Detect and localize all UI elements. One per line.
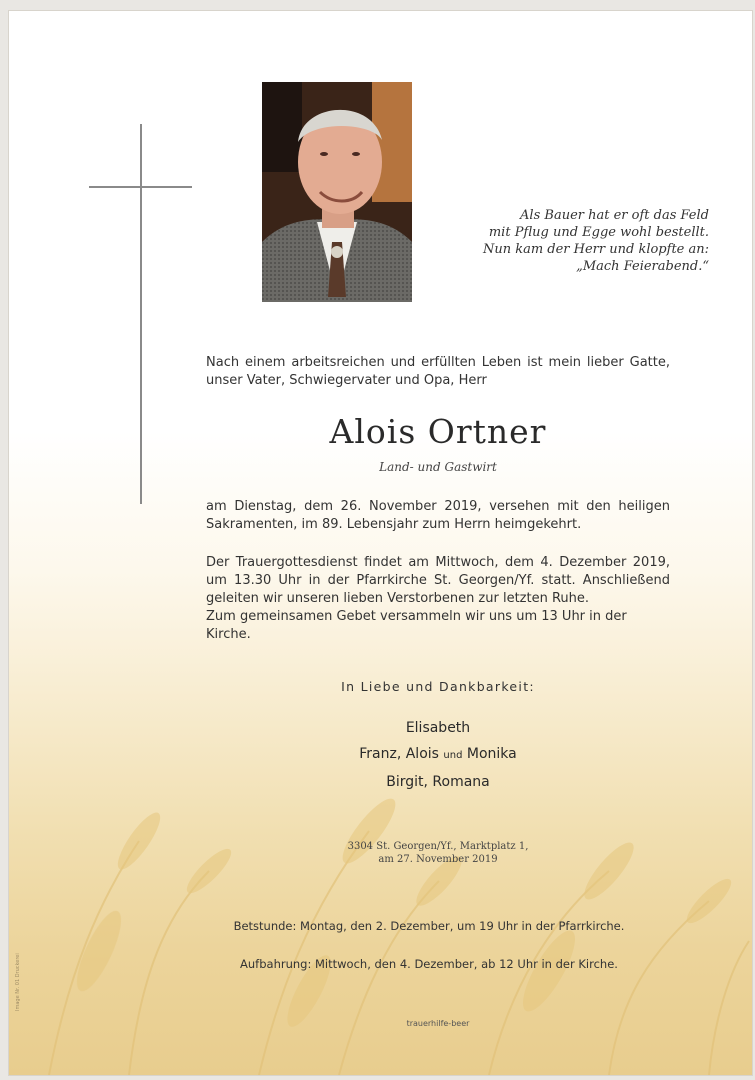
- family-line-1: Elisabeth: [405, 720, 471, 736]
- obituary-page: [8, 10, 753, 1076]
- aufbahrung-text: Aufbahrung: Mittwoch, den 4. Dezember, ab 12 Uhr in der Kirche.: [240, 957, 618, 971]
- deceased-name: Alois Ortner: [329, 412, 547, 451]
- portrait-photo: [262, 82, 412, 302]
- side-print-mark: Image Nr. 01 Druckerei: [15, 953, 21, 1011]
- farewell-heading: In Liebe und Dankbarkeit:: [341, 679, 535, 694]
- family-names: [206, 715, 670, 795]
- cross-icon-horizontal: [89, 186, 192, 188]
- intro-text: Nach einem arbeitsreichen und erfüllten Leben ist mein lieber Gatte, unser Vater, Schwiegervater und Opa, Herr: [206, 355, 670, 388]
- family-line-2-last: Monika: [466, 746, 517, 762]
- place-date: am 27. November 2019: [378, 854, 498, 865]
- poem-line-4: „Mach Feierabend.“: [576, 259, 709, 274]
- portrait-illustration: [262, 82, 412, 302]
- profession: Land- und Gastwirt: [379, 460, 497, 474]
- poem-line-1: Als Bauer hat er oft das Feld: [520, 208, 709, 223]
- betstunde-text: Betstunde: Montag, den 2. Dezember, um 19 Uhr in der Pfarrkirche.: [233, 919, 625, 933]
- cross-icon-vertical: [140, 124, 142, 504]
- funeral-service-text: Der Trauergottesdienst findet am Mittwoch, dem 4. Dezember 2019, um 13.30 Uhr in der Pfarrkirche St. Georgen/Yf. statt. Anschließend geleiten wir unseren lieben Verstorbenen zur letzten Ruhe.: [206, 555, 670, 606]
- death-notice-text: am Dienstag, dem 26. November 2019, versehen mit den heiligen Sakramenten, im 89. Lebensjahr zum Herrn heimgekehrt.: [206, 499, 670, 532]
- poem: [449, 207, 709, 275]
- place-and-date: [206, 840, 670, 866]
- footer-undertaker: trauerhilfe-beer: [406, 1019, 470, 1028]
- wheat-field-background: [9, 571, 752, 1075]
- family-line-2: [206, 741, 670, 769]
- prayer-text: Zum gemeinsamen Gebet versammeln wir uns um 13 Uhr in der Kirche.: [206, 609, 627, 642]
- place-address: 3304 St. Georgen/Yf., Marktplatz 1,: [347, 841, 529, 852]
- poem-line-3: Nun kam der Herr und klopfte an:: [482, 242, 709, 257]
- family-line-2-und: und: [443, 750, 463, 761]
- family-line-3: Birgit, Romana: [386, 774, 490, 790]
- poem-line-2: mit Pflug und Egge wohl bestellt.: [488, 225, 709, 240]
- family-line-2-names: Franz, Alois: [359, 746, 439, 762]
